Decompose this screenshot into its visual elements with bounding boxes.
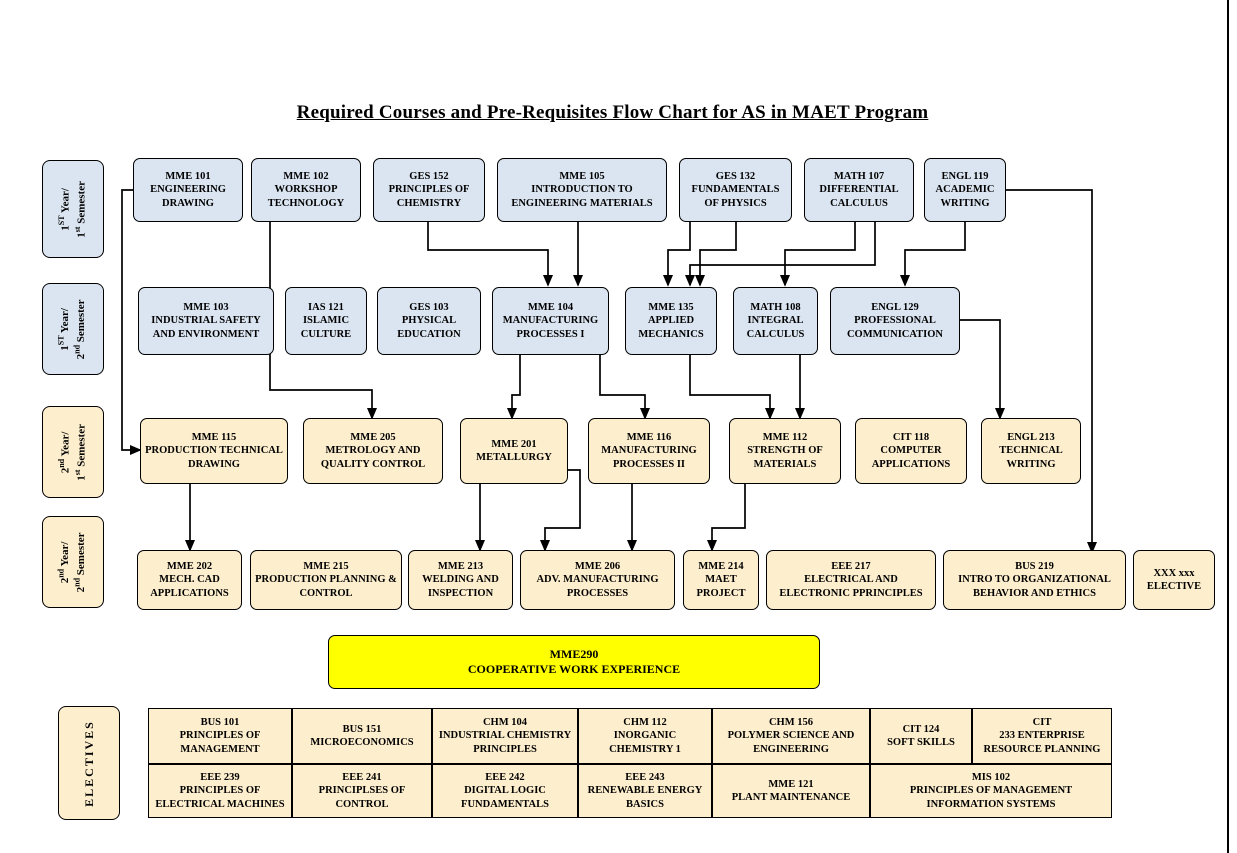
course-node-mme-205[interactable] — [303, 418, 443, 484]
course-code: MIS 102 — [971, 772, 1011, 784]
course-name: PRINCIPLES OF CHEMISTRY — [388, 184, 470, 209]
course-name: MECH. CAD APPLICATIONS — [150, 574, 229, 599]
course-node-bus-219[interactable] — [943, 550, 1126, 610]
course-name: PROFESSIONAL COMMUNICATION — [846, 315, 944, 340]
course-node-mme-103[interactable] — [138, 287, 274, 355]
course-name: PRINCIPLES OF MANAGEMENT — [179, 730, 261, 755]
course-name: INTRO TO ORGANIZATIONAL BEHAVIOR AND ETHICS — [958, 574, 1111, 599]
course-name: FUNDAMENTALS OF PHYSICS — [691, 184, 780, 209]
course-name: SOFT SKILLS — [887, 737, 955, 748]
course-code: MME 104 — [527, 302, 574, 314]
course-node-mme-213[interactable] — [408, 550, 513, 610]
course-code: MME 202 — [166, 561, 213, 573]
course-name: APPLIED MECHANICS — [638, 315, 704, 340]
course-node-mme-215[interactable] — [250, 550, 402, 610]
course-name: MICROECONOMICS — [310, 737, 414, 748]
course-node-math-107[interactable] — [804, 158, 914, 222]
course-code: IAS 121 — [308, 302, 344, 314]
course-name: COOPERATIVE WORK EXPERIENCE — [467, 662, 681, 676]
course-node-mme-290-coop[interactable] — [328, 635, 820, 689]
semester-label-y2s1-line1: 2nd Year/ — [56, 431, 72, 473]
course-node-engl-129[interactable] — [830, 287, 960, 355]
elective-cell-eee-241[interactable] — [292, 764, 432, 818]
course-name: 233 ENTERPRISE RESOURCE PLANNING — [983, 730, 1101, 755]
course-name: ELECTIVE — [1146, 581, 1202, 592]
course-name: RENEWABLE ENERGY BASICS — [587, 785, 703, 810]
course-name: DIGITAL LOGIC FUNDAMENTALS — [461, 785, 549, 810]
course-code: MME 201 — [491, 438, 537, 450]
course-name: METALLURGY — [476, 452, 552, 463]
course-code: CHM 112 — [623, 717, 667, 729]
course-node-eee-217[interactable] — [766, 550, 936, 610]
elective-cell-chm-104[interactable] — [432, 708, 578, 764]
course-node-mme-201[interactable] — [460, 418, 568, 484]
course-name: INTEGRAL CALCULUS — [746, 315, 805, 340]
course-name: STRENGTH OF MATERIALS — [747, 445, 823, 470]
semester-label-y1s1-line2: 1st Semester — [72, 180, 88, 238]
course-code: MME290 — [549, 647, 599, 661]
semester-label-y2s2 — [42, 516, 104, 608]
course-node-ges-132[interactable] — [679, 158, 792, 222]
semester-label-y2s1-line2: 1st Semester — [72, 423, 88, 481]
course-code: MME 213 — [437, 561, 484, 573]
course-code: GES 132 — [715, 171, 756, 183]
course-node-ges-103[interactable] — [377, 287, 481, 355]
course-name: DIFFERENTIAL CALCULUS — [819, 184, 899, 209]
course-code: MME 206 — [574, 561, 621, 573]
semester-label-y2s2-line1: 2nd Year/ — [56, 541, 72, 583]
course-name: MANUFACTURING PROCESSES I — [502, 315, 599, 340]
course-code: GES 152 — [409, 171, 449, 183]
course-node-cit-118[interactable] — [855, 418, 967, 484]
course-name: PRINCIPLSES OF CONTROL — [318, 785, 406, 810]
course-name: MANUFACTURING PROCESSES II — [601, 445, 697, 470]
course-node-engl-213[interactable] — [981, 418, 1081, 484]
course-code: CIT 118 — [892, 432, 930, 444]
semester-label-y2s2-line2: 2nd Semester — [72, 532, 88, 592]
course-code: BUS 101 — [200, 717, 240, 729]
course-node-mme-112[interactable] — [729, 418, 841, 484]
course-node-mme-102[interactable] — [251, 158, 361, 222]
course-code: EEE 242 — [485, 772, 525, 784]
course-name: METROLOGY AND QUALITY CONTROL — [320, 445, 426, 470]
course-code: MME 205 — [350, 432, 396, 444]
course-code: MME 115 — [191, 432, 237, 444]
course-name: PRODUCTION TECHNICAL DRAWING — [145, 445, 283, 470]
course-code: MME 102 — [283, 171, 329, 183]
course-code: MME 105 — [559, 171, 605, 183]
course-code: MME 103 — [183, 302, 229, 314]
course-code: CIT — [1032, 717, 1052, 729]
semester-label-y2s1 — [42, 406, 104, 498]
course-name: ADV. MANUFACTURING PROCESSES — [536, 574, 659, 599]
course-code: CHM 156 — [768, 717, 814, 729]
course-node-mme-105[interactable] — [497, 158, 667, 222]
elective-cell-eee-242[interactable] — [432, 764, 578, 818]
course-node-math-108[interactable] — [733, 287, 818, 355]
course-node-ias-121[interactable] — [285, 287, 367, 355]
course-code: MME 116 — [626, 432, 672, 444]
course-node-mme-115[interactable] — [140, 418, 288, 484]
elective-cell-bus-151[interactable] — [292, 708, 432, 764]
course-code: EEE 217 — [831, 561, 871, 573]
elective-cell-cit-233[interactable] — [972, 708, 1112, 764]
course-code: ENGL 213 — [1007, 432, 1055, 444]
elective-cell-chm-112[interactable] — [578, 708, 712, 764]
course-node-mme-206[interactable] — [520, 550, 675, 610]
course-code: MME 112 — [762, 432, 808, 444]
elective-cell-eee-239[interactable] — [148, 764, 292, 818]
course-code: CHM 104 — [482, 717, 528, 729]
course-name: ELECTRICAL AND ELECTRONIC PPRINCIPLES — [779, 574, 923, 599]
course-name: ACADEMIC WRITING — [935, 184, 995, 209]
course-code: MME 101 — [165, 171, 211, 183]
page-right-margin — [1227, 0, 1237, 853]
course-code: MME 135 — [648, 302, 694, 314]
semester-label-y1s2 — [42, 283, 104, 375]
course-code: ENGL 119 — [941, 171, 989, 183]
page-title: Required Courses and Pre-Requisites Flow Chart for AS in MAET Program — [296, 102, 929, 123]
course-name: ENGINEERING DRAWING — [150, 184, 226, 209]
elective-cell-mis-102[interactable] — [870, 764, 1112, 818]
course-code: MME 121 — [768, 778, 814, 790]
course-name: PRODUCTION PLANNING & CONTROL — [255, 574, 397, 599]
semester-label-y1s1-line1: 1ST Year/ — [56, 187, 72, 231]
course-node-mme-104[interactable] — [492, 287, 609, 355]
course-code: MATH 107 — [833, 171, 885, 183]
course-node-mme-214[interactable] — [683, 550, 759, 610]
course-code: MME 214 — [698, 561, 744, 573]
semester-label-y1s1 — [42, 160, 104, 258]
course-code: EEE 239 — [200, 772, 240, 784]
course-code: GES 103 — [409, 302, 449, 314]
electives-label: ELECTIVES — [58, 706, 120, 820]
course-name: MAET PROJECT — [696, 574, 746, 599]
course-name: TECHNICAL WRITING — [999, 445, 1063, 470]
course-name: COMPUTER APPLICATIONS — [871, 445, 951, 470]
course-code: BUS 151 — [342, 723, 382, 735]
course-node-mme-135[interactable] — [625, 287, 717, 355]
course-node-mme-101[interactable] — [133, 158, 243, 222]
course-node-mme-116[interactable] — [588, 418, 710, 484]
course-name: PRINCIPLES OF MANAGEMENT INFORMATION SYSTEMS — [909, 785, 1073, 810]
course-name: WORKSHOP TECHNOLOGY — [267, 184, 345, 209]
course-name: ISLAMIC CULTURE — [300, 315, 352, 340]
course-code: EEE 241 — [342, 772, 382, 784]
course-node-ges-152[interactable] — [373, 158, 485, 222]
course-name: PHYSICAL EDUCATION — [397, 315, 461, 340]
course-code: CIT 124 — [902, 723, 940, 735]
course-code: MATH 108 — [750, 302, 801, 314]
course-code: ENGL 129 — [871, 302, 919, 314]
elective-cell-bus-101[interactable] — [148, 708, 292, 764]
course-code: EEE 243 — [625, 772, 665, 784]
course-name: PLANT MAINTENANCE — [731, 792, 851, 803]
course-name: INORGANIC CHEMISTRY 1 — [609, 730, 681, 755]
course-name: INDUSTRIAL SAFETY AND ENVIRONMENT — [151, 315, 261, 340]
semester-label-y1s2-line2: 2nd Semester — [72, 299, 88, 359]
semester-label-y1s2-line1: 1ST Year/ — [56, 307, 72, 351]
course-node-engl-119[interactable] — [924, 158, 1006, 222]
course-name: INTRODUCTION TO ENGINEERING MATERIALS — [511, 184, 653, 209]
course-name: POLYMER SCIENCE AND ENGINEERING — [727, 730, 855, 755]
elective-cell-cit-124[interactable] — [870, 708, 972, 764]
course-node-elective[interactable] — [1133, 550, 1215, 610]
elective-cell-eee-243[interactable] — [578, 764, 712, 818]
course-name: PRINCIPLES OF ELECTRICAL MACHINES — [155, 785, 285, 810]
course-node-mme-202[interactable] — [137, 550, 242, 610]
course-name: INDUSTRIAL CHEMISTRY PRINCIPLES — [438, 730, 572, 755]
course-code: BUS 219 — [1015, 561, 1054, 573]
elective-cell-chm-156[interactable] — [712, 708, 870, 764]
course-code: MME 215 — [303, 561, 349, 573]
course-name: WELDING AND INSPECTION — [422, 574, 499, 599]
elective-cell-mme-121[interactable] — [712, 764, 870, 818]
course-code: XXX xxx — [1153, 567, 1195, 579]
